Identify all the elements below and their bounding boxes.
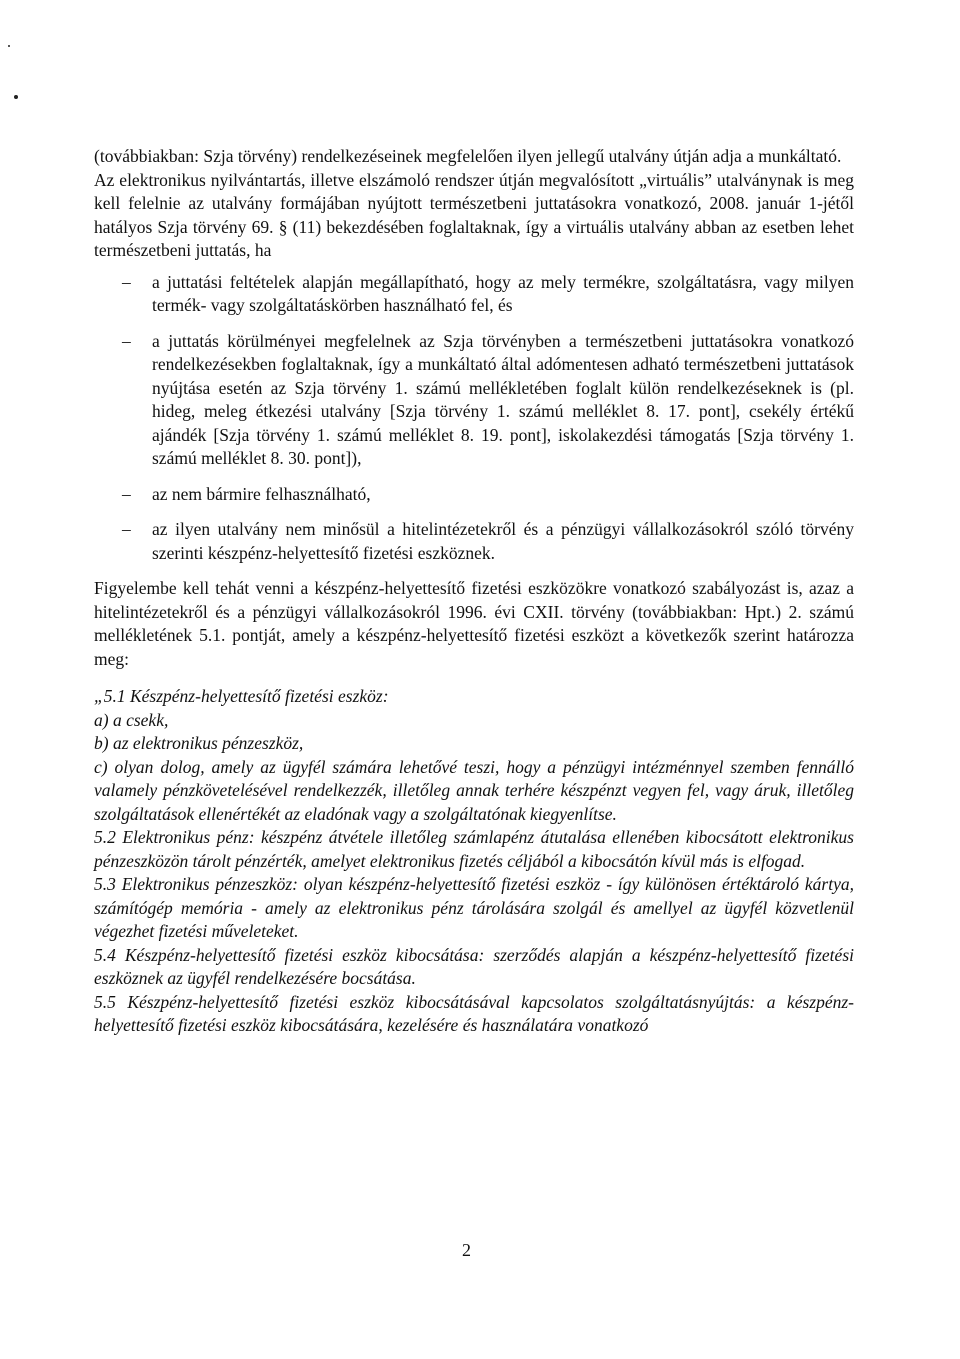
condition-list xyxy=(94,271,854,566)
list-item: – a juttatási feltételek alapján megállapítható, hogy az mely termékre, szolgáltatásra, vagy milyen termék- vagy szolgáltatáskörben használható fel, és xyxy=(122,271,854,315)
intro-paragraph-1: (továbbiakban: Szja törvény) rendelkezéseinek megfelelően ilyen jellegű utalvány útján adja a munkáltató. xyxy=(94,146,842,166)
quote-item-a: a) a csekk, xyxy=(94,709,169,730)
bullet-dash: – xyxy=(122,483,131,504)
bullet-dash: – xyxy=(122,330,131,351)
quote-section-5-3: 5.3 Elektronikus pénzeszköz: olyan készpénz-helyettesítő fizetési eszköz - így különösen értéktároló kártya, számítógép memória - amely az elektronikus pénz tárolására szolgál és amellyel az ügyfél közvetlenül végezhet fizetési műveleteket. xyxy=(94,874,854,941)
hpt-quote xyxy=(94,685,854,1038)
list-item: – az ilyen utalvány nem minősül a hitelintézetekről és a pénzügyi vállalkozásokról szóló törvény szerinti készpénz-helyettesítő fizetési eszköznek. xyxy=(122,519,854,563)
bullet-dash: – xyxy=(122,519,131,539)
quote-section-5-2: 5.2 Elektronikus pénz: készpénz átvétele illetőleg számlapénz átutalása ellenében kibocsátott elektronikus pénzeszközön tárolt pénzérték, amelyet elektronikus fizetés céljából a kibocsátón kívül más is elfogad. xyxy=(94,827,854,871)
document-body xyxy=(94,145,854,1038)
quote-title: „5.1 Készpénz-helyettesítő fizetési eszköz: xyxy=(94,686,389,706)
figyelembe-paragraph: Figyelembe kell tehát venni a készpénz-helyettesítő fizetési eszközökre vonatkozó szabályozást is, azaz a hitelintézetekről és a pénzügyi vállalkozásokról 1996. évi CXII. törvény (továbbiakban: Hpt.) 2. számú mellékletének 5.1. pontját, amely a készpénz-helyettesítő fizetési eszközt a következők szerint határozza meg: xyxy=(94,578,854,669)
scan-speck xyxy=(14,95,18,99)
scan-speck xyxy=(8,45,10,47)
intro-paragraph-2: Az elektronikus nyilvántartás, illetve elszámoló rendszer útján megvalósított „virtuális” utalványnak is meg kell felelnie az utalvány formájában nyújtott természetbeni juttatásokra vonatkozó, 2008. január 1-jétől hatályos Szja törvény 69. § (11) bekezdésében foglaltaknak, így a virtuális utalvány abban az esetben lehet természetbeni juttatás, ha xyxy=(94,169,854,260)
list-item: – az nem bármire felhasználható, xyxy=(94,483,854,507)
quote-item-b: b) az elektronikus pénzeszköz, xyxy=(94,733,304,753)
page-number: 2 xyxy=(462,1240,471,1260)
quote-section-5-5: 5.5 Készpénz-helyettesítő fizetési eszköz kibocsátásával kapcsolatos szolgáltatásnyújtás: a készpénz-helyettesítő fizetési eszköz kibocsátására, kezelésére és használatára vonatkozó xyxy=(94,991,854,1035)
list-item: – a juttatás körülményei megfelelnek az Szja törvényben a természetbeni juttatásokra vonatkozó rendelkezésekben foglaltaknak, így a munkáltató által adómentesen adható természetbeni juttatások nyújtása esetén az Szja törvény 1. számú mellékletében foglalt külön rendelkezéseknek is (pl. hideg, meleg étkezési utalvány [Szja törvény 1. számú melléklet 8. 17. pont], csekély értékű ajándék [Szja törvény 1. számú melléklet 8. 19. pont], iskolakezdési támogatás [Szja törvény 1. számú melléklet 8. 30. pont]), xyxy=(122,330,854,468)
quote-item-c: c) olyan dolog, amely az ügyfél számára lehetővé teszi, hogy a pénzügyi intézménnyel szemben fennálló valamely pénzkövetelésével rendelkezzék, illetőleg annak terhére készpénzt vegyen fel, vagy áruk, illetőleg szolgáltatások ellenértékét az eladónak vagy a szolgáltatónak kiegyenlítse. xyxy=(94,756,854,824)
bullet-dash: – xyxy=(122,271,131,292)
quote-section-5-4: 5.4 Készpénz-helyettesítő fizetési eszköz kibocsátása: szerződés alapján a készpénz-helyettesítő fizetési eszköznek az ügyfél rendelkezésére bocsátása. xyxy=(94,944,854,988)
